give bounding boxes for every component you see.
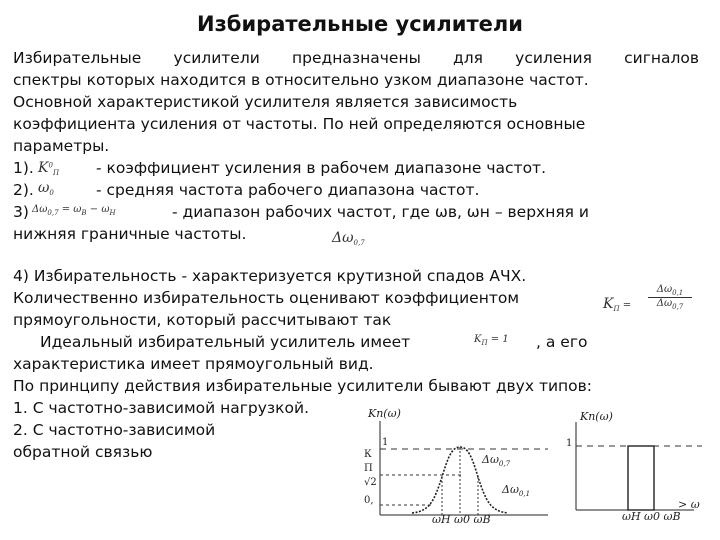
page-title: Избирательные усилители [197, 12, 523, 36]
graph1-ytick-kp: П [364, 463, 373, 474]
kp-equals-1-formula: $K_П = 1$ [474, 334, 509, 347]
kp-fraction: $\Delta\omega_{0,1}$ $\Delta\omega_{0,7}$ [648, 284, 692, 311]
intro-line-1: Избирательные усилители предназначены для усиления сигналов [13, 49, 699, 67]
param-3-continued: нижняя граничные частоты. [13, 225, 247, 243]
kp-coefficient-formula: $K_П$ = [603, 296, 632, 313]
graph2-rect-response [628, 446, 654, 510]
graph1-ytick-k: К [364, 449, 372, 460]
selectivity-line-8: 2. С частотно-зависимой [13, 421, 216, 439]
param-3-num: 3) [13, 203, 29, 221]
param-2-text: - средняя частота рабочего диапазона частот. [96, 181, 480, 199]
selectivity-line-9: обратной связью [13, 443, 153, 461]
selectivity-line-3: прямоугольности, который рассчитывают так [13, 311, 392, 329]
selectivity-line-7: 1. С частотно-зависимой нагрузкой. [13, 399, 309, 417]
graph1-ytick-01: 0, [364, 495, 374, 506]
selectivity-line-5: характеристика имеет прямоугольный вид. [13, 355, 374, 373]
selectivity-line-1: 4) Избирательность - характеризуется крутизной спадов АЧХ. [13, 267, 527, 285]
param-2-num: 2). [13, 181, 34, 199]
intro-line-3: Основной характеристикой усилителя является зависимость [13, 93, 518, 111]
selectivity-line-4-end: , а его [536, 333, 588, 351]
graph2-ytick-1: 1 [566, 438, 573, 449]
graph2-ylabel: Kп(ω) [580, 410, 613, 423]
graph2-xticks: ωН ω0 ωВ [622, 510, 681, 522]
ideal-response-graph [562, 410, 712, 522]
delta-range-formula: $\Delta\omega_{0,7} = \omega_В - \omega_Н$ [32, 204, 116, 217]
graph2-arrow: > ω [678, 498, 700, 511]
intro-line-4: коэффициента усиления от частоты. По ней определяются основные [13, 115, 586, 133]
delta07-formula: $\Delta\omega_{0,7}$ [332, 230, 365, 247]
intro-line-5: параметры. [13, 137, 110, 155]
param-1-num: 1). [13, 159, 34, 177]
graph1-xticks: ωН ω0 ωВ [432, 513, 491, 523]
graph1-ylabel: Kп(ω) [368, 407, 401, 420]
selectivity-line-4: Идеальный избирательный усилитель имеет [40, 333, 411, 351]
graph1-delta07: $\Delta\omega_{0,7}$ [482, 453, 511, 468]
omega0-formula: $\omega_0$ [38, 180, 54, 197]
graph1-ytick-1: 1 [382, 437, 389, 448]
intro-line-2: спектры которых находится в относительно узком диапазоне частот. [13, 71, 589, 89]
param-1-text: - коэффициент усиления в рабочем диапазоне частот. [96, 159, 547, 177]
k0-formula: $K^0_П$ [38, 160, 60, 177]
graph1-ytick-sqrt2: √2 [364, 477, 377, 488]
selectivity-line-2: Количественно избирательность оценивают коэффициентом [13, 289, 520, 307]
selectivity-line-6: По принципу действия избирательные усилители бывают двух типов: [13, 377, 593, 395]
param-3-text: - диапазон рабочих частот, где ωв, ωн – верхняя и [172, 203, 589, 221]
graph1-delta01: $\Delta\omega_{0,1}$ [502, 483, 531, 498]
real-response-graph [362, 405, 552, 523]
